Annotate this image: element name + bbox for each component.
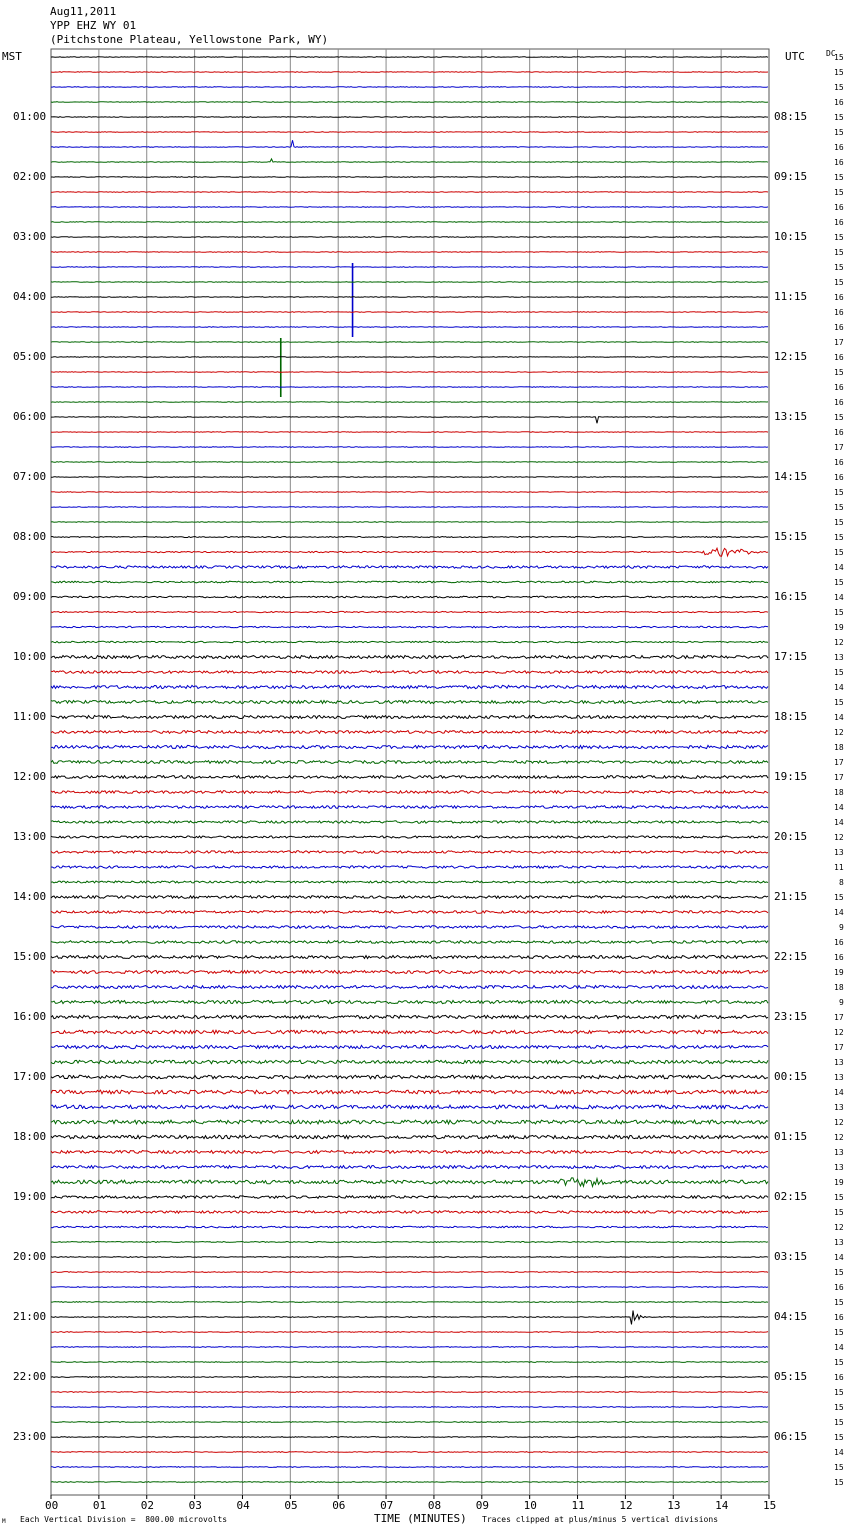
mst-hour-label: 17:00 <box>13 1070 47 1083</box>
dc-offset-label: 16 <box>834 158 844 167</box>
dc-offset-label: 15 <box>834 578 844 587</box>
trace-line <box>51 159 768 162</box>
trace-line <box>51 1135 768 1138</box>
utc-hour-label: 10:15 <box>774 230 808 243</box>
utc-hour-label: 11:15 <box>774 290 808 303</box>
trace-line <box>51 1452 768 1453</box>
trace-line <box>51 1105 768 1109</box>
mst-hour-label: 12:00 <box>13 770 47 783</box>
dc-offset-label: 15 <box>834 1193 844 1202</box>
dc-offset-label: 15 <box>834 1463 844 1472</box>
utc-hour-label: 05:15 <box>774 1370 808 1383</box>
mst-hour-label: 22:00 <box>13 1370 47 1383</box>
trace-line <box>51 701 768 704</box>
trace-line <box>51 776 768 779</box>
dc-offset-label: 15 <box>834 278 844 287</box>
dc-offset-label: 16 <box>834 98 844 107</box>
trace-line <box>51 1422 768 1423</box>
utc-hour-label: 08:15 <box>774 110 808 123</box>
dc-offset-label: 16 <box>834 428 844 437</box>
trace-line <box>51 971 768 974</box>
trace-line <box>51 941 768 944</box>
utc-hour-label: 13:15 <box>774 410 808 423</box>
utc-hour-label: 15:15 <box>774 530 808 543</box>
trace-line <box>51 806 768 809</box>
time-tick-label: 10 <box>523 1499 537 1512</box>
dc-offset-label: 15 <box>834 53 844 62</box>
trace-line <box>51 656 768 659</box>
trace-line <box>51 507 768 508</box>
dc-offset-label: 16 <box>834 398 844 407</box>
trace-line <box>51 911 768 914</box>
clip-note: Traces clipped at plus/minus 5 vertical divisions <box>482 1515 719 1524</box>
dc-offset-label: 12 <box>834 833 844 842</box>
mst-hour-label: 19:00 <box>13 1190 47 1203</box>
time-tick-label: 12 <box>619 1499 633 1512</box>
dc-offset-label: 16 <box>834 938 844 947</box>
dc-offset-label: 13 <box>834 1148 844 1157</box>
mst-hour-label: 13:00 <box>13 830 47 843</box>
trace-line <box>51 1392 768 1393</box>
trace-line <box>51 685 768 688</box>
dc-offset-label: 15 <box>834 518 844 527</box>
dc-offset-label: 17 <box>834 338 844 347</box>
dc-offset-label: 15 <box>834 1388 844 1397</box>
mst-hour-label: 01:00 <box>13 110 47 123</box>
trace-line <box>51 548 768 556</box>
dc-offset-label: 15 <box>834 533 844 542</box>
mst-hour-label: 21:00 <box>13 1310 47 1323</box>
time-tick-label: 07 <box>380 1499 394 1512</box>
dc-offset-label: 16 <box>834 383 844 392</box>
plot-frame <box>51 49 769 1495</box>
dc-offset-label: 12 <box>834 1028 844 1037</box>
dc-offset-label: 14 <box>834 803 844 812</box>
dc-offset-label: 16 <box>834 953 844 962</box>
trace-line <box>51 57 768 58</box>
dc-offset-label: 16 <box>834 308 844 317</box>
trace-line <box>51 177 768 178</box>
mst-hour-label: 14:00 <box>13 890 47 903</box>
trace-line <box>51 492 768 493</box>
trace-line <box>51 611 768 612</box>
utc-hour-label: 12:15 <box>774 350 808 363</box>
dc-offset-label: 15 <box>834 1328 844 1337</box>
trace-line <box>51 821 768 823</box>
dc-offset-label: 12 <box>834 728 844 737</box>
dc-offset-label: 14 <box>834 563 844 572</box>
trace-line <box>51 87 768 88</box>
dc-offset-label: 16 <box>834 458 844 467</box>
trace-line <box>51 1030 768 1033</box>
dc-offset-label: 14 <box>834 908 844 917</box>
time-tick-label: 01 <box>92 1499 107 1512</box>
utc-hour-label: 19:15 <box>774 770 808 783</box>
dc-offset-label: 18 <box>834 743 844 752</box>
time-tick-label: 15 <box>763 1499 777 1512</box>
dc-offset-label: 14 <box>834 683 844 692</box>
dc-offset-label: 16 <box>834 203 844 212</box>
dc-offset-label: 15 <box>834 503 844 512</box>
trace-line <box>51 537 768 538</box>
trace-line <box>51 641 768 642</box>
dc-offset-label: 17 <box>834 1043 844 1052</box>
utc-hour-label: 06:15 <box>774 1430 808 1443</box>
trace-line <box>51 596 768 598</box>
trace-line <box>51 745 768 748</box>
utc-hour-label: 03:15 <box>774 1250 808 1263</box>
trace-line <box>51 1226 768 1228</box>
trace-line <box>51 447 768 448</box>
mst-hour-label: 04:00 <box>13 290 47 303</box>
trace-line <box>51 986 768 989</box>
trace-line <box>51 761 768 764</box>
mst-hour-label: 23:00 <box>13 1430 47 1443</box>
trace-line <box>51 1302 768 1303</box>
mst-hour-label: 02:00 <box>13 170 47 183</box>
trace-line <box>51 716 768 719</box>
dc-offset-label: 16 <box>834 218 844 227</box>
trace-line <box>51 1272 768 1273</box>
dc-offset-label: 13 <box>834 1058 844 1067</box>
time-tick-label: 03 <box>188 1499 202 1512</box>
trace-line <box>51 1242 768 1243</box>
utc-hour-label: 01:15 <box>774 1130 808 1143</box>
utc-hour-label: 17:15 <box>774 650 808 663</box>
trace-line <box>51 1075 768 1078</box>
dc-offset-label: 12 <box>834 1118 844 1127</box>
dc-offset-label: 15 <box>834 1208 844 1217</box>
utc-hour-label: 00:15 <box>774 1070 808 1083</box>
dc-offset-label: 16 <box>834 1313 844 1322</box>
dc-offset-label: 15 <box>834 1478 844 1487</box>
utc-hour-label: 20:15 <box>774 830 808 843</box>
dc-offset-label: 13 <box>834 848 844 857</box>
trace-line <box>51 312 768 313</box>
dc-offset-label: 15 <box>834 668 844 677</box>
mst-hour-label: 09:00 <box>13 590 47 603</box>
dc-offset-label: 15 <box>834 698 844 707</box>
dc-offset-label: 13 <box>834 1238 844 1247</box>
dc-offset-label: 16 <box>834 1283 844 1292</box>
trace-line <box>51 956 768 959</box>
trace-line <box>51 522 768 523</box>
dc-offset-label: 9 <box>839 923 844 932</box>
trace-line <box>51 252 768 253</box>
mst-hour-label: 15:00 <box>13 950 47 963</box>
trace-line <box>51 1347 768 1348</box>
trace-line <box>51 297 768 298</box>
trace-line <box>51 851 768 853</box>
trace-line <box>51 192 768 193</box>
trace-line <box>51 387 768 388</box>
dc-offset-label: 17 <box>834 773 844 782</box>
trace-line <box>51 342 768 343</box>
trace-line <box>51 327 768 328</box>
dc-offset-label: 15 <box>834 83 844 92</box>
trace-line <box>51 1332 768 1333</box>
dc-offset-label: 15 <box>834 113 844 122</box>
dc-offset-label: 17 <box>834 1013 844 1022</box>
dc-offset-label: 18 <box>834 983 844 992</box>
trace-line <box>51 1090 768 1094</box>
dc-offset-label: 15 <box>834 893 844 902</box>
trace-line <box>51 1178 768 1187</box>
trace-line <box>51 417 768 424</box>
trace-line <box>51 1287 768 1288</box>
trace-line <box>51 731 768 734</box>
dc-offset-label: 15 <box>834 263 844 272</box>
trace-line <box>51 1166 768 1169</box>
dc-offset-label: 19 <box>834 623 844 632</box>
trace-line <box>51 357 768 358</box>
station-code: YPP EHZ WY 01 <box>50 19 137 32</box>
record-date: Aug11,2011 <box>50 5 117 18</box>
trace-line <box>51 267 768 268</box>
time-tick-label: 00 <box>45 1499 59 1512</box>
utc-hour-label: 21:15 <box>774 890 808 903</box>
dc-offset-label: 17 <box>834 443 844 452</box>
trace-line <box>51 102 768 103</box>
trace-line <box>51 671 768 674</box>
trace-line <box>51 1377 768 1378</box>
mst-hour-label: 10:00 <box>13 650 47 663</box>
dc-offset-label: 13 <box>834 653 844 662</box>
utc-hour-label: 16:15 <box>774 590 808 603</box>
dc-offset-label: 11 <box>834 863 844 872</box>
time-tick-label: 05 <box>284 1499 298 1512</box>
trace-line <box>51 1482 768 1483</box>
dc-offset-label: 15 <box>834 488 844 497</box>
time-tick-label: 04 <box>236 1499 250 1512</box>
trace-line <box>51 566 768 568</box>
trace-line <box>51 372 768 373</box>
utc-hour-label: 14:15 <box>774 470 808 483</box>
dc-offset-label: 15 <box>834 413 844 422</box>
trace-line <box>51 72 768 73</box>
dc-offset-label: 12 <box>834 1223 844 1232</box>
trace-line <box>51 1196 768 1199</box>
mst-hour-label: 05:00 <box>13 350 47 363</box>
dc-column-title: DC <box>826 49 836 58</box>
trace-line <box>51 432 768 433</box>
dc-offset-label: 14 <box>834 713 844 722</box>
dc-offset-label: 19 <box>834 1178 844 1187</box>
dc-offset-label: 18 <box>834 788 844 797</box>
trace-line <box>51 222 768 223</box>
dc-offset-label: 12 <box>834 1133 844 1142</box>
dc-offset-label: 13 <box>834 1163 844 1172</box>
dc-offset-label: 15 <box>834 173 844 182</box>
trace-line <box>51 462 768 463</box>
mst-hour-label: 06:00 <box>13 410 47 423</box>
mst-axis-title: MST <box>2 50 22 63</box>
trace-line <box>51 926 768 929</box>
station-location: (Pitchstone Plateau, Yellowstone Park, WY) <box>50 33 329 46</box>
mst-hour-label: 08:00 <box>13 530 47 543</box>
trace-line <box>51 1407 768 1408</box>
dc-offset-label: 15 <box>834 548 844 557</box>
trace-line <box>51 581 768 583</box>
mst-hour-label: 16:00 <box>13 1010 47 1023</box>
dc-offset-label: 15 <box>834 608 844 617</box>
mst-hour-label: 20:00 <box>13 1250 47 1263</box>
trace-line <box>51 1257 768 1258</box>
utc-hour-label: 02:15 <box>774 1190 808 1203</box>
dc-offset-label: 15 <box>834 1268 844 1277</box>
mst-hour-label: 07:00 <box>13 470 47 483</box>
mst-hour-label: 11:00 <box>13 710 47 723</box>
trace-line <box>51 1045 768 1048</box>
dc-offset-label: 14 <box>834 1343 844 1352</box>
time-tick-label: 11 <box>571 1499 585 1512</box>
time-tick-label: 06 <box>332 1499 346 1512</box>
trace-line <box>51 132 768 133</box>
dc-offset-label: 15 <box>834 1358 844 1367</box>
dc-offset-label: 13 <box>834 1103 844 1112</box>
dc-offset-label: 15 <box>834 68 844 77</box>
dc-offset-label: 15 <box>834 248 844 257</box>
trace-line <box>51 626 768 627</box>
dc-offset-label: 15 <box>834 1403 844 1412</box>
trace-line <box>51 1467 768 1468</box>
trace-line <box>51 791 768 794</box>
dc-offset-label: 16 <box>834 143 844 152</box>
trace-line <box>51 237 768 238</box>
dc-offset-label: 14 <box>834 1448 844 1457</box>
dc-offset-label: 16 <box>834 1373 844 1382</box>
time-axis-title: TIME (MINUTES) <box>374 1512 467 1525</box>
dc-offset-label: 8 <box>839 878 844 887</box>
dc-offset-label: 13 <box>834 1073 844 1082</box>
dc-offset-label: 16 <box>834 323 844 332</box>
time-tick-label: 08 <box>427 1499 442 1512</box>
dc-offset-label: 14 <box>834 593 844 602</box>
dc-offset-label: 15 <box>834 188 844 197</box>
mst-hour-label: 18:00 <box>13 1130 47 1143</box>
utc-hour-label: 04:15 <box>774 1310 808 1323</box>
trace-line <box>51 896 768 899</box>
trace-line <box>51 1311 768 1325</box>
trace-line <box>51 282 768 283</box>
trace-line <box>51 1362 768 1363</box>
trace-line <box>51 866 768 868</box>
trace-line <box>51 1211 768 1213</box>
dc-offset-label: 9 <box>839 998 844 1007</box>
trace-line <box>51 1000 768 1003</box>
utc-hour-label: 09:15 <box>774 170 808 183</box>
time-tick-label: 02 <box>140 1499 154 1512</box>
dc-offset-label: 16 <box>834 293 844 302</box>
dc-offset-label: 15 <box>834 1298 844 1307</box>
trace-line <box>51 881 768 883</box>
scale-note: Each Vertical Division = 800.00 microvolts <box>20 1515 228 1524</box>
time-tick-label: 14 <box>715 1499 729 1512</box>
trace-line <box>51 140 768 147</box>
dc-offset-label: 14 <box>834 1253 844 1262</box>
dc-offset-label: 15 <box>834 128 844 137</box>
utc-axis-title: UTC <box>785 50 805 63</box>
dc-offset-label: 17 <box>834 758 844 767</box>
dc-offset-label: 14 <box>834 1088 844 1097</box>
dc-offset-label: 16 <box>834 353 844 362</box>
time-tick-label: 09 <box>475 1499 490 1512</box>
utc-hour-label: 23:15 <box>774 1010 808 1023</box>
dc-offset-label: 15 <box>834 1433 844 1442</box>
trace-line <box>51 117 768 118</box>
trace-line <box>51 1120 768 1124</box>
trace-line <box>51 1015 768 1018</box>
trace-line <box>51 207 768 208</box>
utc-hour-label: 18:15 <box>774 710 808 723</box>
trace-line <box>51 1151 768 1154</box>
trace-line <box>51 1060 768 1063</box>
dc-offset-label: 15 <box>834 1418 844 1427</box>
dc-offset-label: 19 <box>834 968 844 977</box>
trace-line <box>51 402 768 403</box>
mst-hour-label: 03:00 <box>13 230 47 243</box>
dc-offset-label: 15 <box>834 368 844 377</box>
utc-hour-label: 22:15 <box>774 950 808 963</box>
trace-line <box>51 477 768 478</box>
dc-offset-label: 12 <box>834 638 844 647</box>
footer-mark: M <box>2 1518 6 1525</box>
trace-line <box>51 1437 768 1438</box>
dc-offset-label: 15 <box>834 233 844 242</box>
trace-line <box>51 836 768 838</box>
time-tick-label: 13 <box>667 1499 681 1512</box>
dc-offset-label: 14 <box>834 818 844 827</box>
dc-offset-label: 16 <box>834 473 844 482</box>
